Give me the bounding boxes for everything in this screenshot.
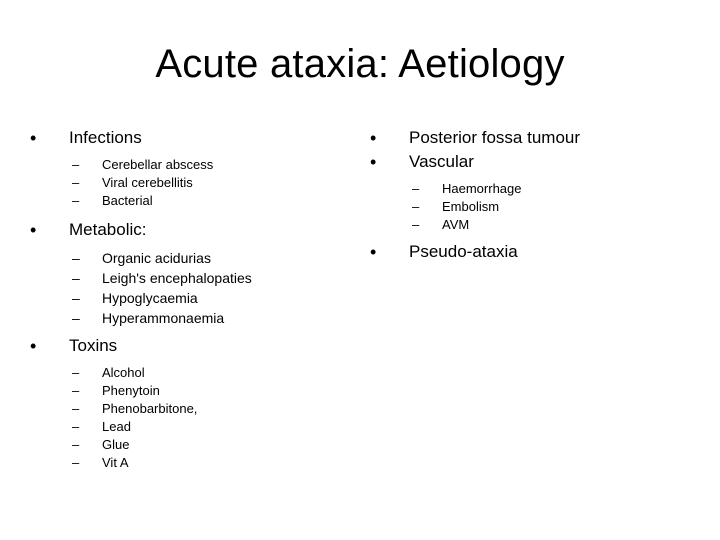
list-item bbox=[370, 216, 700, 234]
list-item-text: Viral cerebellitis bbox=[102, 175, 193, 190]
list-item-text: Haemorrhage bbox=[442, 181, 522, 196]
right-column bbox=[370, 126, 700, 264]
list-item bbox=[30, 400, 350, 418]
list-item bbox=[30, 174, 350, 192]
list-item-text: Cerebellar abscess bbox=[102, 157, 214, 172]
list-item-text: Organic acidurias bbox=[102, 250, 211, 266]
list-item bbox=[30, 268, 350, 288]
dash-icon: – bbox=[72, 455, 80, 470]
dash-icon: – bbox=[72, 401, 80, 416]
list-item bbox=[30, 288, 350, 308]
list-item bbox=[30, 382, 350, 400]
dash-icon: – bbox=[72, 175, 80, 190]
bullet-metabolic bbox=[30, 218, 350, 242]
bullet-toxins bbox=[30, 334, 350, 358]
bullet-label: Posterior fossa tumour bbox=[409, 128, 581, 147]
bullet-label: Pseudo-ataxia bbox=[409, 242, 518, 261]
bullet-label: Infections bbox=[69, 128, 142, 147]
dash-icon: – bbox=[72, 193, 80, 208]
dash-icon: – bbox=[412, 217, 420, 232]
list-item bbox=[30, 418, 350, 436]
list-item-text: Embolism bbox=[442, 199, 500, 214]
bullet-vascular bbox=[370, 150, 700, 174]
dash-icon: – bbox=[412, 181, 420, 196]
dash-icon: – bbox=[72, 310, 80, 326]
slide-title: Acute ataxia: Aetiology bbox=[155, 42, 565, 86]
dash-icon: – bbox=[72, 383, 80, 398]
bullet-infections bbox=[30, 126, 350, 150]
dash-icon: – bbox=[72, 157, 80, 172]
list-item bbox=[370, 180, 700, 198]
list-item bbox=[30, 248, 350, 268]
list-item-text: Alcohol bbox=[102, 365, 145, 380]
list-item bbox=[30, 156, 350, 174]
list-item-text: Leigh's encephalopaties bbox=[102, 270, 252, 286]
list-item bbox=[30, 436, 350, 454]
bullet-label: Toxins bbox=[69, 336, 118, 355]
list-item-text: Vit A bbox=[102, 455, 129, 470]
dash-icon: – bbox=[72, 419, 80, 434]
bullet-icon: • bbox=[370, 152, 377, 172]
bullet-icon: • bbox=[30, 336, 37, 356]
dash-icon: – bbox=[72, 365, 80, 380]
bullet-posterior-fossa bbox=[370, 126, 700, 150]
bullet-label: Metabolic: bbox=[69, 220, 147, 239]
list-item bbox=[30, 454, 350, 472]
list-item-text: Phenobarbitone, bbox=[102, 401, 198, 416]
bullet-icon: • bbox=[370, 242, 377, 262]
bullet-icon: • bbox=[30, 220, 37, 240]
list-item-text: AVM bbox=[442, 217, 470, 232]
bullet-icon: • bbox=[30, 128, 37, 148]
dash-icon: – bbox=[72, 250, 80, 266]
list-item-text: Hypoglycaemia bbox=[102, 290, 198, 306]
list-item-text: Hyperammonaemia bbox=[102, 310, 225, 326]
dash-icon: – bbox=[72, 437, 80, 452]
bullet-icon: • bbox=[370, 128, 377, 148]
bullet-pseudo-ataxia bbox=[370, 240, 700, 264]
list-item-text: Bacterial bbox=[102, 193, 153, 208]
bullet-label: Vascular bbox=[409, 152, 474, 171]
dash-icon: – bbox=[412, 199, 420, 214]
list-item-text: Phenytoin bbox=[102, 383, 160, 398]
list-item-text: Glue bbox=[102, 437, 130, 452]
list-item bbox=[370, 198, 700, 216]
list-item bbox=[30, 308, 350, 328]
list-item bbox=[30, 192, 350, 210]
list-item bbox=[30, 364, 350, 382]
list-item-text: Lead bbox=[102, 419, 131, 434]
dash-icon: – bbox=[72, 270, 80, 286]
left-column bbox=[30, 126, 350, 472]
dash-icon: – bbox=[72, 290, 80, 306]
